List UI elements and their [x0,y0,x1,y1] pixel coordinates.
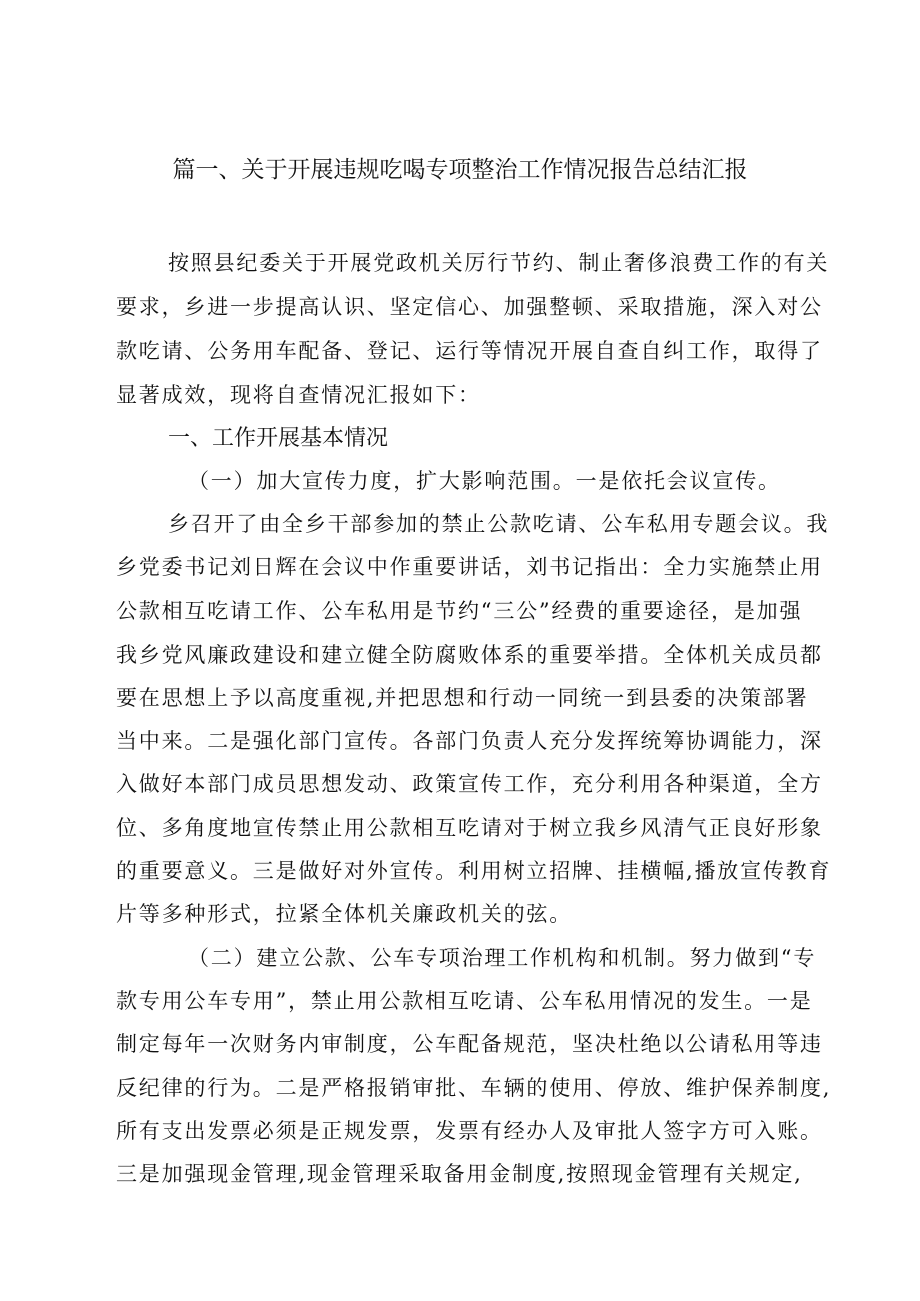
paragraph-line: 当中来。二是强化部门宣传。各部门负责人充分发挥统筹协调能力，深 [116,729,823,753]
paragraph-line: 的重要意义。三是做好对外宣传。利用树立招牌、挂横幅,播放宣传教育 [116,859,832,883]
paragraph-line: 制定每年一次财务内审制度，公车配备规范，坚决杜绝以公请私用等违 [116,1032,823,1056]
paragraph-line: 乡召开了由全乡干部参加的禁止公款吃请、公车私用专题会议。我 [168,512,830,536]
paragraph-line: 我乡党风廉政建设和建立健全防腐败体系的重要举措。全体机关成员都 [116,643,823,667]
paragraph-line: 反纪律的行为。二是严格报销审批、车辆的使用、停放、维护保养制度, [116,1076,832,1100]
paragraph-line: 入做好本部门成员思想发动、政策宣传工作，充分利用各种渠道，全方 [116,772,823,796]
paragraph-line: 乡党委书记刘日辉在会议中作重要讲话，刘书记指出：全力实施禁止用 [116,555,823,579]
document-title: 篇一、关于开展违规吃喝专项整治工作情况报告总结汇报 [172,157,748,183]
paragraph-line: 位、多角度地宣传禁止用公款相互吃请对于树立我乡风清气正良好形象 [116,816,823,840]
section-heading: 一、工作开展基本情况 [168,426,389,451]
paragraph-line: 款吃请、公务用车配备、登记、运行等情况开展自查自纠工作，取得了 [116,339,823,363]
paragraph-line: 显著成效，现将自查情况汇报如下： [116,383,481,407]
paragraph-line: 款专用公车专用”，禁止用公款相互吃请、公车私用情况的发生。一是 [116,989,813,1013]
paragraph-line: 三是加强现金管理,现金管理采取备用金制度,按照现金管理有关规定, [116,1162,803,1186]
subsection-heading: （二）建立公款、公车专项治理工作机构和机制。努力做到“专 [188,946,817,970]
paragraph-line: 公款相互吃请工作、公车私用是节约“三公”经费的重要途径，是加强 [116,599,803,623]
paragraph-line: 片等多种形式，拉紧全体机关廉政机关的弦。 [116,902,572,926]
subsection-heading: （一）加大宣传力度，扩大影响范围。一是依托会议宣传。 [188,469,781,493]
paragraph-line: 所有支出发票必须是正规发票，发票有经办人及审批人签字方可入账。 [116,1119,823,1143]
paragraph-line: 按照县纪委关于开展党政机关厉行节约、制止奢侈浪费工作的有关 [168,251,830,275]
paragraph-line: 要在思想上予以高度重视,并把思想和行动一同统一到县委的决策部署 [116,686,809,710]
paragraph-line: 要求，乡进一步提高认识、坚定信心、加强整顿、采取措施，深入对公 [116,295,823,319]
